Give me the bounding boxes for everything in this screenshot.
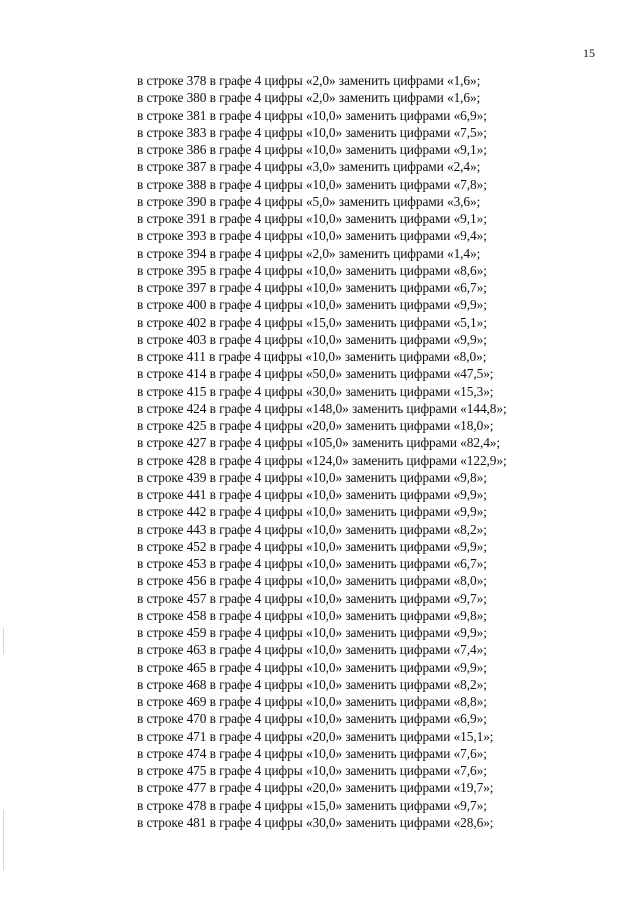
amendment-line: в строке 459 в графе 4 цифры «10,0» заменить цифрами «9,9»; (137, 625, 487, 640)
amendment-line: в строке 415 в графе 4 цифры «30,0» заменить цифрами «15,3»; (137, 383, 494, 399)
amendment-line: в строке 470 в графе 4 цифры «10,0» заменить цифрами «6,9»; (137, 711, 487, 727)
amendment-line: в строке 452 в графе 4 цифры «10,0» заменить цифрами «9,9»; (137, 538, 487, 554)
amendment-line: в строке 441 в графе 4 цифры «10,0» заменить цифрами «9,9»; (137, 487, 487, 502)
amendment-line: в строке 402 в графе 4 цифры «15,0» заменить цифрами «5,1»; (137, 314, 487, 330)
amendment-line: в строке 481 в графе 4 цифры «30,0» заменить цифрами «28,6»; (137, 814, 494, 830)
amendment-line: в строке 443 в графе 4 цифры «10,0» заменить цифрами «8,2»; (137, 521, 487, 537)
amendment-line: в строке 457 в графе 4 цифры «10,0» заменить цифрами «9,7»; (137, 590, 487, 606)
scan-edge-mark (3, 628, 4, 654)
page-number: 15 (583, 46, 595, 60)
amendment-line: в строке 465 в графе 4 цифры «10,0» заменить цифрами «9,9»; (137, 659, 487, 675)
amendment-line: в строке 387 в графе 4 цифры «3,0» заменить цифрами «2,4»; (137, 159, 481, 175)
amendment-line: в строке 475 в графе 4 цифры «10,0» заменить цифрами «7,6»; (137, 763, 487, 778)
amendment-line: в строке 394 в графе 4 цифры «2,0» заменить цифрами «1,4»; (137, 245, 481, 261)
amendment-line: в строке 471 в графе 4 цифры «20,0» заменить цифрами «15,1»; (137, 728, 494, 744)
amendment-line: в строке 478 в графе 4 цифры «15,0» заменить цифрами «9,7»; (137, 797, 487, 813)
amendment-line: в строке 386 в графе 4 цифры «10,0» заменить цифрами «9,1»; (137, 142, 487, 157)
amendment-line: в строке 458 в графе 4 цифры «10,0» заменить цифрами «9,8»; (137, 607, 487, 623)
amendment-line: в строке 383 в графе 4 цифры «10,0» заменить цифрами «7,5»; (137, 124, 487, 140)
amendment-line: в строке 442 в графе 4 цифры «10,0» заменить цифрами «9,9»; (137, 504, 487, 520)
amendment-line: в строке 380 в графе 4 цифры «2,0» заменить цифрами «1,6»; (137, 90, 481, 106)
amendment-list (137, 72, 507, 831)
amendment-line: в строке 393 в графе 4 цифры «10,0» заменить цифрами «9,4»; (137, 228, 487, 244)
amendment-line: в строке 468 в графе 4 цифры «10,0» заменить цифрами «8,2»; (137, 676, 487, 692)
amendment-line: в строке 403 в графе 4 цифры «10,0» заменить цифрами «9,9»; (137, 331, 487, 347)
amendment-line: в строке 439 в графе 4 цифры «10,0» заменить цифрами «9,8»; (137, 469, 487, 485)
amendment-line: в строке 463 в графе 4 цифры «10,0» заменить цифрами «7,4»; (137, 642, 487, 658)
scan-edge-mark (3, 810, 4, 870)
amendment-line: в строке 428 в графе 4 цифры «124,0» заменить цифрами «122,9»; (137, 452, 507, 468)
amendment-line: в строке 395 в графе 4 цифры «10,0» заменить цифрами «8,6»; (137, 262, 487, 278)
amendment-line: в строке 474 в графе 4 цифры «10,0» заменить цифрами «7,6»; (137, 745, 487, 761)
amendment-line: в строке 414 в графе 4 цифры «50,0» заменить цифрами «47,5»; (137, 366, 494, 382)
amendment-line: в строке 390 в графе 4 цифры «5,0» заменить цифрами «3,6»; (137, 193, 481, 209)
amendment-line: в строке 477 в графе 4 цифры «20,0» заменить цифрами «19,7»; (137, 780, 494, 796)
amendment-line: в строке 400 в графе 4 цифры «10,0» заменить цифрами «9,9»; (137, 297, 487, 313)
amendment-line: в строке 378 в графе 4 цифры «2,0» заменить цифрами «1,6»; (137, 73, 481, 88)
amendment-line: в строке 391 в графе 4 цифры «10,0» заменить цифрами «9,1»; (137, 211, 487, 226)
amendment-line: в строке 469 в графе 4 цифры «10,0» заменить цифрами «8,8»; (137, 694, 487, 709)
amendment-line: в строке 427 в графе 4 цифры «105,0» заменить цифрами «82,4»; (137, 435, 501, 451)
amendment-line: в строке 397 в графе 4 цифры «10,0» заменить цифрами «6,7»; (137, 280, 487, 295)
amendment-line: в строке 424 в графе 4 цифры «148,0» заменить цифрами «144,8»; (137, 400, 507, 416)
amendment-line: в строке 453 в графе 4 цифры «10,0» заменить цифрами «6,7»; (137, 556, 487, 571)
amendment-line: в строке 425 в графе 4 цифры «20,0» заменить цифрами «18,0»; (137, 418, 494, 433)
amendment-line: в строке 456 в графе 4 цифры «10,0» заменить цифрами «8,0»; (137, 573, 487, 589)
amendment-line: в строке 411 в графе 4 цифры «10,0» заменить цифрами «8,0»; (137, 349, 487, 364)
amendment-line: в строке 388 в графе 4 цифры «10,0» заменить цифрами «7,8»; (137, 176, 487, 192)
amendment-line: в строке 381 в графе 4 цифры «10,0» заменить цифрами «6,9»; (137, 107, 487, 123)
